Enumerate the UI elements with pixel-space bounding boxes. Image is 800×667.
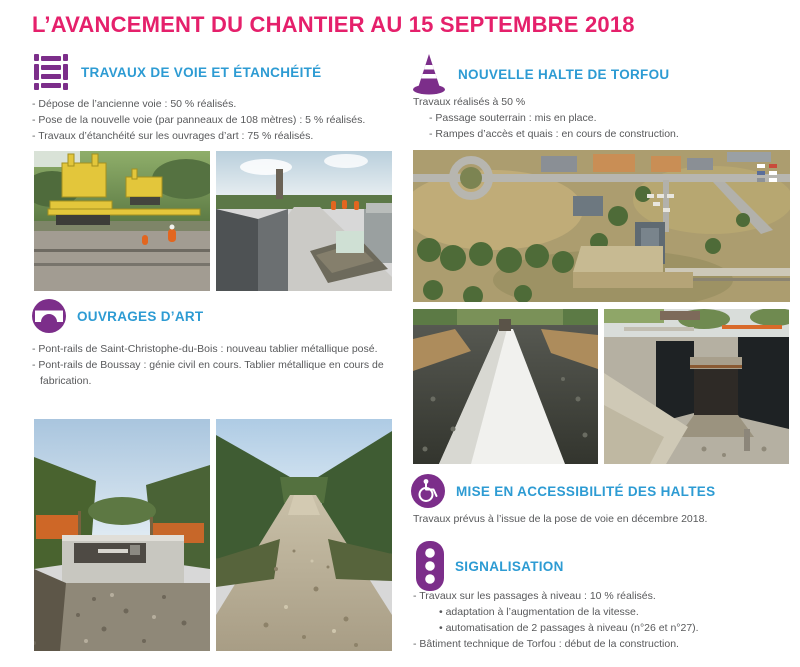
- photo-aerial-torfou: [413, 150, 790, 302]
- list-item: - Pose de la nouvelle voie (par panneaux de 108 mètres) : 5 % réalisés.: [32, 114, 366, 126]
- voie-list: [32, 96, 404, 144]
- page-title: L’AVANCEMENT DU CHANTIER AU 15 SEPTEMBRE 2018: [32, 12, 635, 37]
- list-item: - Travaux sur les passages à niveau : 10 % réalisés.: [413, 590, 656, 602]
- section-header-voie: [32, 54, 321, 90]
- photo-abutment: [34, 419, 210, 651]
- wheelchair-icon: [411, 474, 445, 508]
- section-title-signalisation: SIGNALISATION: [455, 558, 564, 574]
- halte-photo-row: [413, 309, 789, 464]
- section-header-ouvrages: [32, 299, 203, 333]
- list-item: - Dépose de l’ancienne voie : 50 % réalisés.: [32, 98, 237, 110]
- section-title-ouvrages: OUVRAGES D’ART: [77, 308, 204, 324]
- section-header-accessibilite: [411, 474, 715, 508]
- list-item: - Travaux d’étanchéité sur les ouvrages d’art : 75 % réalisés.: [32, 130, 314, 142]
- ouvrages-photo-row: [34, 419, 392, 651]
- ouvrages-list: [32, 341, 404, 389]
- photo-underpass: [604, 309, 789, 464]
- bridge-arch-icon: [32, 299, 66, 333]
- section-title-voie: TRAVAUX DE VOIE ET ÉTANCHÉITÉ: [81, 64, 322, 80]
- list-item: - Bâtiment technique de Torfou : début de la construction.: [413, 638, 679, 650]
- list-item: - Rampes d’accès et quais : en cours de construction.: [429, 128, 679, 140]
- halte-intro: Travaux réalisés à 50 %: [413, 96, 526, 108]
- section-title-accessibilite: MISE EN ACCESSIBILITÉ DES HALTES: [456, 483, 716, 499]
- photo-trackbed: [216, 419, 392, 651]
- traffic-cone-icon: [411, 53, 447, 95]
- photo-track-machine: [34, 151, 210, 291]
- photo-bridge-deck: [216, 151, 392, 291]
- section-header-signalisation: [416, 541, 564, 591]
- section-title-halte: NOUVELLE HALTE DE TORFOU: [458, 66, 670, 82]
- signalisation-list: [413, 588, 793, 652]
- traffic-light-icon: [416, 541, 444, 591]
- list-item: - Passage souterrain : mis en place.: [429, 112, 597, 124]
- list-item: - Pont-rails de Saint-Christophe-du-Bois : nouveau tablier métallique posé.: [32, 343, 378, 355]
- list-item: • automatisation de 2 passages à niveau (n°26 et n°27).: [439, 622, 699, 634]
- voie-photo-row: [34, 151, 392, 291]
- list-item: - Pont-rails de Boussay : génie civil en cours. Tablier métallique en cours de fabrication.: [32, 359, 384, 387]
- accessibilite-intro: Travaux prévus à l’issue de la pose de voie en décembre 2018.: [413, 513, 708, 525]
- section-header-halte: [411, 53, 669, 95]
- photo-geotextile: [413, 309, 598, 464]
- halte-list: [429, 110, 789, 142]
- railway-track-icon: [32, 54, 70, 90]
- list-item: • adaptation à l’augmentation de la vitesse.: [439, 606, 639, 618]
